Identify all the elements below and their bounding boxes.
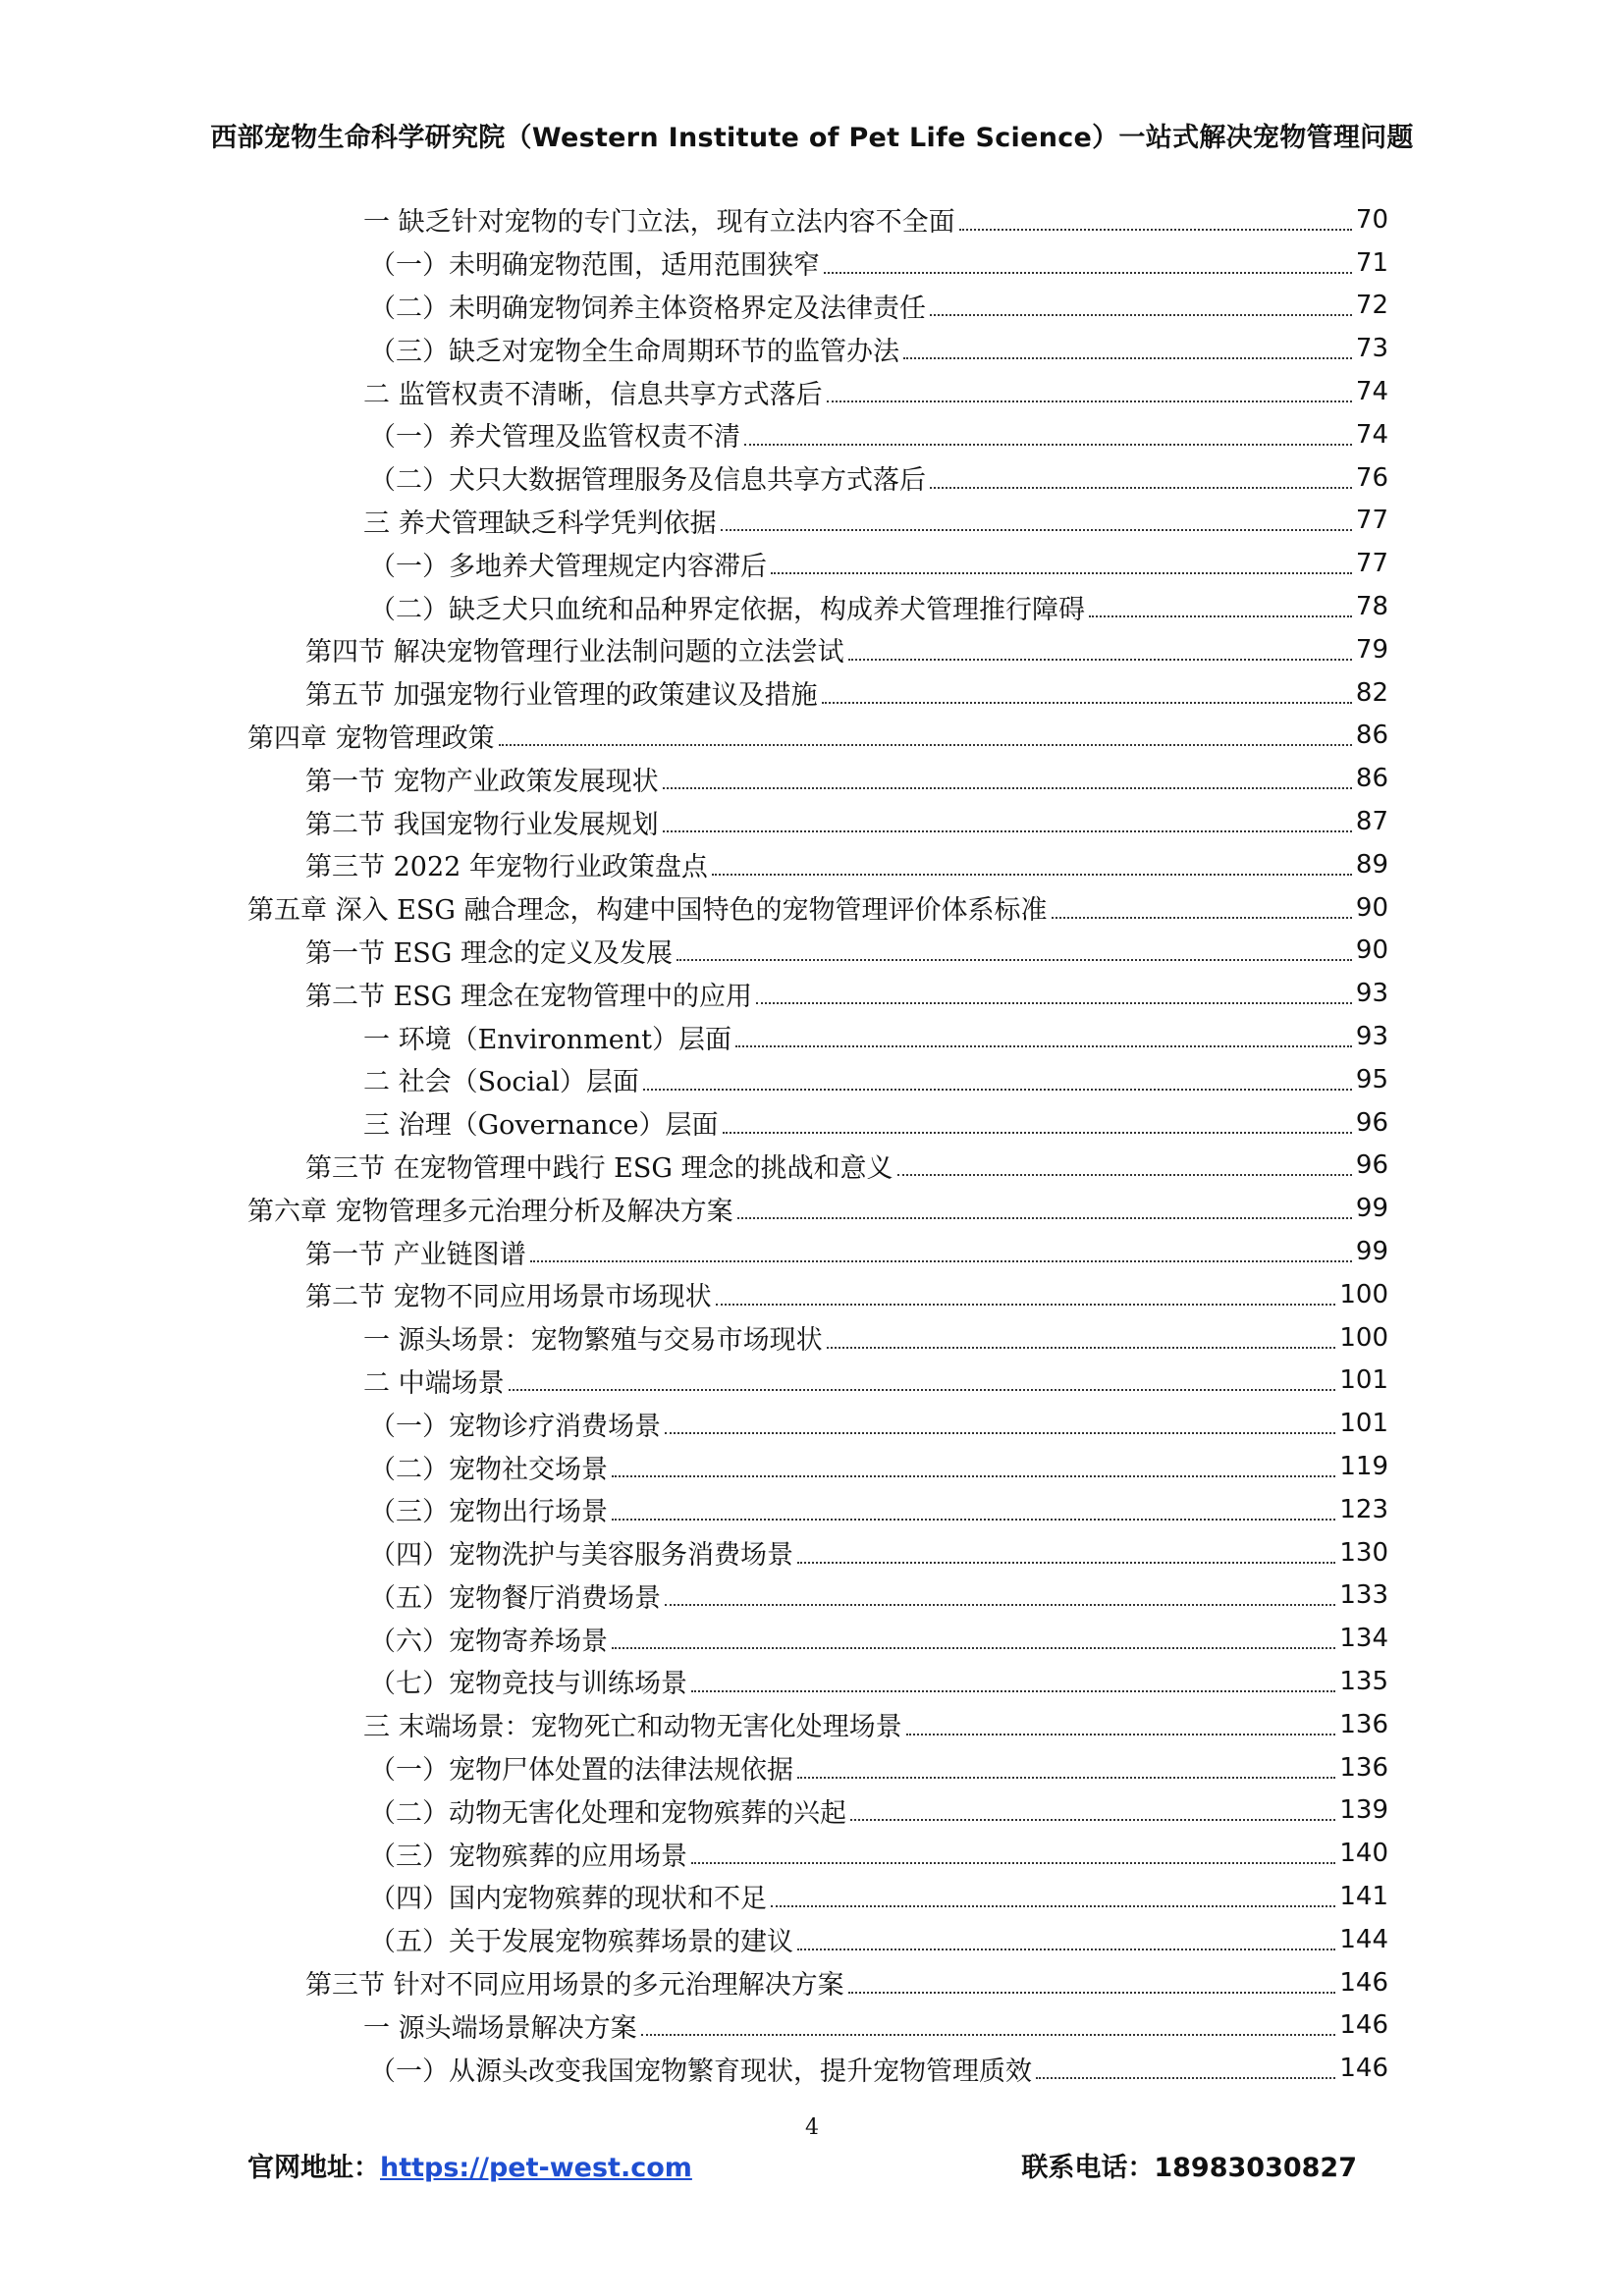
toc-entry-title: 第一节 宠物产业政策发展现状 xyxy=(305,766,659,797)
toc-entry-page: 86 xyxy=(1355,764,1388,794)
toc-entry[interactable] xyxy=(0,972,1388,1015)
toc-dot-leader xyxy=(712,874,1352,876)
toc-entry[interactable] xyxy=(0,1316,1388,1360)
toc-dot-leader xyxy=(691,1862,1335,1864)
toc-entry-page: 144 xyxy=(1339,1924,1388,1954)
toc-entry[interactable] xyxy=(0,1575,1388,1618)
toc-dot-leader xyxy=(1036,2077,1335,2079)
toc-dot-leader xyxy=(848,659,1352,661)
toc-dot-leader xyxy=(903,357,1352,359)
toc-entry-page: 146 xyxy=(1339,2010,1388,2041)
toc-dot-leader xyxy=(612,1647,1335,1649)
toc-entry-title: （一）宠物诊疗消费场景 xyxy=(369,1411,661,1442)
toc-entry-page: 130 xyxy=(1339,1537,1388,1568)
toc-entry[interactable] xyxy=(0,671,1388,715)
toc-entry-page: 93 xyxy=(1355,1022,1388,1052)
toc-entry-page: 136 xyxy=(1339,1752,1388,1783)
toc-entry-page: 90 xyxy=(1355,892,1388,923)
toc-entry-title: （六）宠物寄养场景 xyxy=(369,1626,608,1657)
toc-dot-leader xyxy=(822,702,1352,704)
toc-entry-page: 79 xyxy=(1355,634,1388,665)
toc-dot-leader xyxy=(663,830,1352,832)
toc-entry-title: （一）宠物尸体处置的法律法规依据 xyxy=(369,1755,793,1787)
toc-entry[interactable] xyxy=(0,1746,1388,1789)
toc-dot-leader xyxy=(827,400,1352,402)
toc-entry-title: 一 源头场景：宠物繁殖与交易市场现状 xyxy=(363,1325,823,1357)
toc-dot-leader xyxy=(756,1002,1352,1004)
toc-entry-title: （二）未明确宠物饲养主体资格界定及法律责任 xyxy=(369,293,926,324)
toc-entry[interactable] xyxy=(0,1531,1388,1575)
toc-entry-page: 74 xyxy=(1355,377,1388,407)
toc-entry-title: （五）宠物餐厅消费场景 xyxy=(369,1582,661,1614)
toc-entry-page: 77 xyxy=(1355,549,1388,579)
toc-dot-leader xyxy=(612,1475,1335,1477)
toc-entry[interactable] xyxy=(0,628,1388,671)
toc-dot-leader xyxy=(641,2034,1336,2036)
toc-entry[interactable] xyxy=(0,1230,1388,1273)
toc-dot-leader xyxy=(665,1604,1335,1606)
toc-entry-page: 99 xyxy=(1355,1237,1388,1267)
toc-entry-title: （一）未明确宠物范围，适用范围狭窄 xyxy=(369,250,820,282)
toc-entry-title: 第六章 宠物管理多元治理分析及解决方案 xyxy=(247,1196,733,1227)
toc-entry[interactable] xyxy=(0,1187,1388,1230)
toc-entry[interactable] xyxy=(0,715,1388,758)
toc-entry[interactable] xyxy=(0,1832,1388,1875)
toc-entry-title: （七）宠物竞技与训练场景 xyxy=(369,1669,687,1700)
toc-entry[interactable] xyxy=(0,585,1388,628)
toc-entry-page: 101 xyxy=(1339,1409,1388,1439)
toc-entry-page: 73 xyxy=(1355,334,1388,364)
toc-entry-title: 第二节 我国宠物行业发展规划 xyxy=(305,809,659,840)
footer-phone xyxy=(1021,2146,1357,2184)
toc-entry-title: 二 监管权责不清晰，信息共享方式落后 xyxy=(363,379,823,410)
toc-entry-title: 第三节 在宠物管理中践行 ESG 理念的挑战和意义 xyxy=(305,1152,893,1184)
toc-entry-title: 三 末端场景：宠物死亡和动物无害化处理场景 xyxy=(363,1712,902,1743)
toc-entry-page: 76 xyxy=(1355,462,1388,493)
toc-dot-leader xyxy=(509,1389,1336,1391)
toc-entry[interactable] xyxy=(0,1273,1388,1316)
toc-entry-page: 71 xyxy=(1355,247,1388,278)
toc-entry-page: 136 xyxy=(1339,1709,1388,1739)
toc-dot-leader xyxy=(930,487,1352,489)
toc-entry[interactable] xyxy=(0,1402,1388,1445)
toc-entry-title: （一）养犬管理及监管权责不清 xyxy=(369,422,740,454)
toc-entry[interactable] xyxy=(0,800,1388,843)
toc-entry[interactable] xyxy=(0,370,1388,413)
toc-entry[interactable] xyxy=(0,1015,1388,1058)
toc-dot-leader xyxy=(677,959,1352,961)
page-footer xyxy=(247,2146,1357,2185)
toc-dot-leader xyxy=(848,1992,1336,1994)
toc-dot-leader xyxy=(737,1217,1352,1219)
toc-entry-page: 133 xyxy=(1339,1580,1388,1611)
page-header: 西部宠物生命科学研究院（Western Institute of Pet Life Science）一站式解决宠物管理问题 xyxy=(210,123,1414,153)
toc-entry[interactable] xyxy=(0,1445,1388,1488)
toc-entry[interactable] xyxy=(0,1360,1388,1403)
toc-entry-page: 141 xyxy=(1339,1881,1388,1911)
toc-dot-leader xyxy=(499,744,1352,746)
toc-entry-page: 90 xyxy=(1355,935,1388,966)
toc-dot-leader xyxy=(716,1304,1336,1306)
toc-entry-title: 第五章 深入 ESG 融合理念，构建中国特色的宠物管理评价体系标准 xyxy=(247,895,1048,927)
toc-dot-leader xyxy=(797,1562,1335,1564)
toc-entry-page: 70 xyxy=(1355,204,1388,235)
toc-entry-page: 72 xyxy=(1355,291,1388,321)
toc-dot-leader xyxy=(850,1819,1335,1821)
toc-entry-page: 139 xyxy=(1339,1795,1388,1826)
toc-entry-title: 第三节 2022 年宠物行业政策盘点 xyxy=(305,852,708,883)
toc-dot-leader xyxy=(663,787,1352,789)
toc-entry-title: （三）缺乏对宠物全生命周期环节的监管办法 xyxy=(369,336,899,367)
toc-entry-title: （二）缺乏犬只血统和品种界定依据，构成养犬管理推行障碍 xyxy=(369,594,1085,625)
toc-entry-title: 第五节 加强宠物行业管理的政策建议及措施 xyxy=(305,680,818,712)
toc-entry-title: 二 中端场景 xyxy=(363,1367,505,1399)
toc-entry-title: （二）动物无害化处理和宠物殡葬的兴起 xyxy=(369,1797,846,1829)
toc-entry[interactable] xyxy=(0,1101,1388,1145)
toc-entry-title: 三 养犬管理缺乏科学凭判依据 xyxy=(363,507,717,539)
toc-entry-title: 一 缺乏针对宠物的专门立法，现有立法内容不全面 xyxy=(363,207,955,239)
toc-entry-page: 135 xyxy=(1339,1666,1388,1696)
toc-entry-title: 第三节 针对不同应用场景的多元治理解决方案 xyxy=(305,1970,844,2002)
toc-dot-leader xyxy=(797,1777,1335,1779)
toc-dot-leader xyxy=(530,1260,1352,1262)
toc-entry[interactable] xyxy=(0,843,1388,886)
toc-entry-title: （三）宠物殡葬的应用场景 xyxy=(369,1841,687,1872)
toc-entry-page: 74 xyxy=(1355,419,1388,450)
toc-dot-leader xyxy=(721,529,1352,531)
toc-entry-title: （一）多地养犬管理规定内容滞后 xyxy=(369,551,767,582)
toc-entry-page: 100 xyxy=(1339,1279,1388,1309)
toc-entry-title: （一）从源头改变我国宠物繁育现状，提升宠物管理质效 xyxy=(369,2056,1032,2087)
toc-entry[interactable] xyxy=(0,1789,1388,1832)
toc-entry-page: 89 xyxy=(1355,849,1388,880)
toc-dot-leader xyxy=(612,1519,1335,1521)
toc-dot-leader xyxy=(1052,917,1352,919)
toc-entry[interactable] xyxy=(0,241,1388,285)
toc-entry-page: 96 xyxy=(1355,1150,1388,1181)
toc-dot-leader xyxy=(643,1089,1352,1091)
toc-dot-leader xyxy=(665,1432,1335,1434)
toc-entry-title: （二）犬只大数据管理服务及信息共享方式落后 xyxy=(369,465,926,497)
toc-dot-leader xyxy=(691,1690,1335,1692)
toc-entry-page: 100 xyxy=(1339,1322,1388,1353)
toc-entry[interactable] xyxy=(0,1660,1388,1703)
toc-entry[interactable] xyxy=(0,1961,1388,2004)
toc-entry-page: 123 xyxy=(1339,1494,1388,1524)
toc-entry[interactable] xyxy=(0,542,1388,585)
toc-entry[interactable] xyxy=(0,886,1388,930)
toc-entry[interactable] xyxy=(0,285,1388,328)
toc-entry[interactable] xyxy=(0,757,1388,800)
toc-entry[interactable] xyxy=(0,930,1388,973)
toc-entry-page: 93 xyxy=(1355,979,1388,1009)
toc-dot-leader xyxy=(930,314,1352,316)
toc-entry-title: 第四节 解决宠物管理行业法制问题的立法尝试 xyxy=(305,637,844,668)
toc-entry-title: （三）宠物出行场景 xyxy=(369,1497,608,1528)
toc-entry[interactable] xyxy=(0,1617,1388,1660)
table-of-contents xyxy=(0,198,1624,2090)
toc-entry[interactable] xyxy=(0,1875,1388,1918)
toc-dot-leader xyxy=(824,272,1352,274)
toc-dot-leader xyxy=(906,1734,1336,1735)
toc-entry[interactable] xyxy=(0,2003,1388,2047)
toc-entry-page: 140 xyxy=(1339,1839,1388,1869)
toc-entry-title: 第二节 ESG 理念在宠物管理中的应用 xyxy=(305,981,752,1012)
toc-entry-title: （四）宠物洗护与美容服务消费场景 xyxy=(369,1540,793,1572)
toc-entry-page: 86 xyxy=(1355,721,1388,751)
toc-dot-leader xyxy=(744,444,1352,446)
toc-dot-leader xyxy=(771,1905,1335,1907)
toc-entry-title: 第四章 宠物管理政策 xyxy=(247,722,495,754)
footer-website xyxy=(247,2146,692,2184)
toc-entry-title: 第一节 产业链图谱 xyxy=(305,1239,526,1270)
toc-entry[interactable] xyxy=(0,198,1388,241)
toc-entry-title: 一 源头端场景解决方案 xyxy=(363,2012,637,2044)
toc-entry[interactable] xyxy=(0,1918,1388,1961)
toc-entry-page: 134 xyxy=(1339,1624,1388,1654)
phone-label: 联系电话： xyxy=(1021,2153,1155,2183)
toc-entry-page: 77 xyxy=(1355,506,1388,536)
toc-entry[interactable] xyxy=(0,2047,1388,2090)
toc-entry[interactable] xyxy=(0,500,1388,543)
toc-entry-title: （五）关于发展宠物殡葬场景的建议 xyxy=(369,1927,793,1958)
toc-entry-title: 三 治理（Governance）层面 xyxy=(363,1110,719,1142)
toc-entry[interactable] xyxy=(0,413,1388,456)
toc-entry-title: 第二节 宠物不同应用场景市场现状 xyxy=(305,1282,712,1313)
toc-entry[interactable] xyxy=(0,1058,1388,1101)
toc-dot-leader xyxy=(797,1949,1335,1950)
toc-entry-page: 96 xyxy=(1355,1107,1388,1138)
toc-entry-page: 95 xyxy=(1355,1064,1388,1095)
toc-entry-page: 99 xyxy=(1355,1194,1388,1224)
toc-entry-title: （二）宠物社交场景 xyxy=(369,1454,608,1485)
toc-dot-leader xyxy=(959,229,1352,231)
toc-entry[interactable] xyxy=(0,327,1388,370)
website-label: 官网地址： xyxy=(247,2153,380,2183)
toc-entry-page: 146 xyxy=(1339,2054,1388,2084)
toc-entry[interactable] xyxy=(0,1145,1388,1188)
toc-entry-page: 146 xyxy=(1339,1967,1388,1998)
toc-entry-page: 82 xyxy=(1355,677,1388,708)
toc-entry-page: 87 xyxy=(1355,807,1388,837)
toc-dot-leader xyxy=(827,1347,1336,1349)
toc-entry-page: 78 xyxy=(1355,592,1388,622)
toc-dot-leader xyxy=(1089,615,1352,617)
toc-entry-title: 一 环境（Environment）层面 xyxy=(363,1024,731,1055)
website-link[interactable]: https://pet-west.com xyxy=(380,2153,692,2183)
toc-dot-leader xyxy=(771,572,1352,574)
toc-entry-page: 101 xyxy=(1339,1365,1388,1396)
toc-dot-leader xyxy=(897,1174,1352,1176)
toc-entry-title: 第一节 ESG 理念的定义及发展 xyxy=(305,937,673,969)
page-number: 4 xyxy=(805,2115,819,2140)
toc-dot-leader xyxy=(723,1132,1352,1134)
toc-entry[interactable] xyxy=(0,456,1388,500)
toc-entry-title: （四）国内宠物殡葬的现状和不足 xyxy=(369,1884,767,1915)
toc-entry-title: 二 社会（Social）层面 xyxy=(363,1067,639,1098)
toc-dot-leader xyxy=(735,1045,1352,1047)
phone-number: 18983030827 xyxy=(1154,2153,1357,2183)
toc-entry[interactable] xyxy=(0,1488,1388,1531)
toc-entry[interactable] xyxy=(0,1703,1388,1746)
toc-entry-page: 119 xyxy=(1339,1452,1388,1481)
